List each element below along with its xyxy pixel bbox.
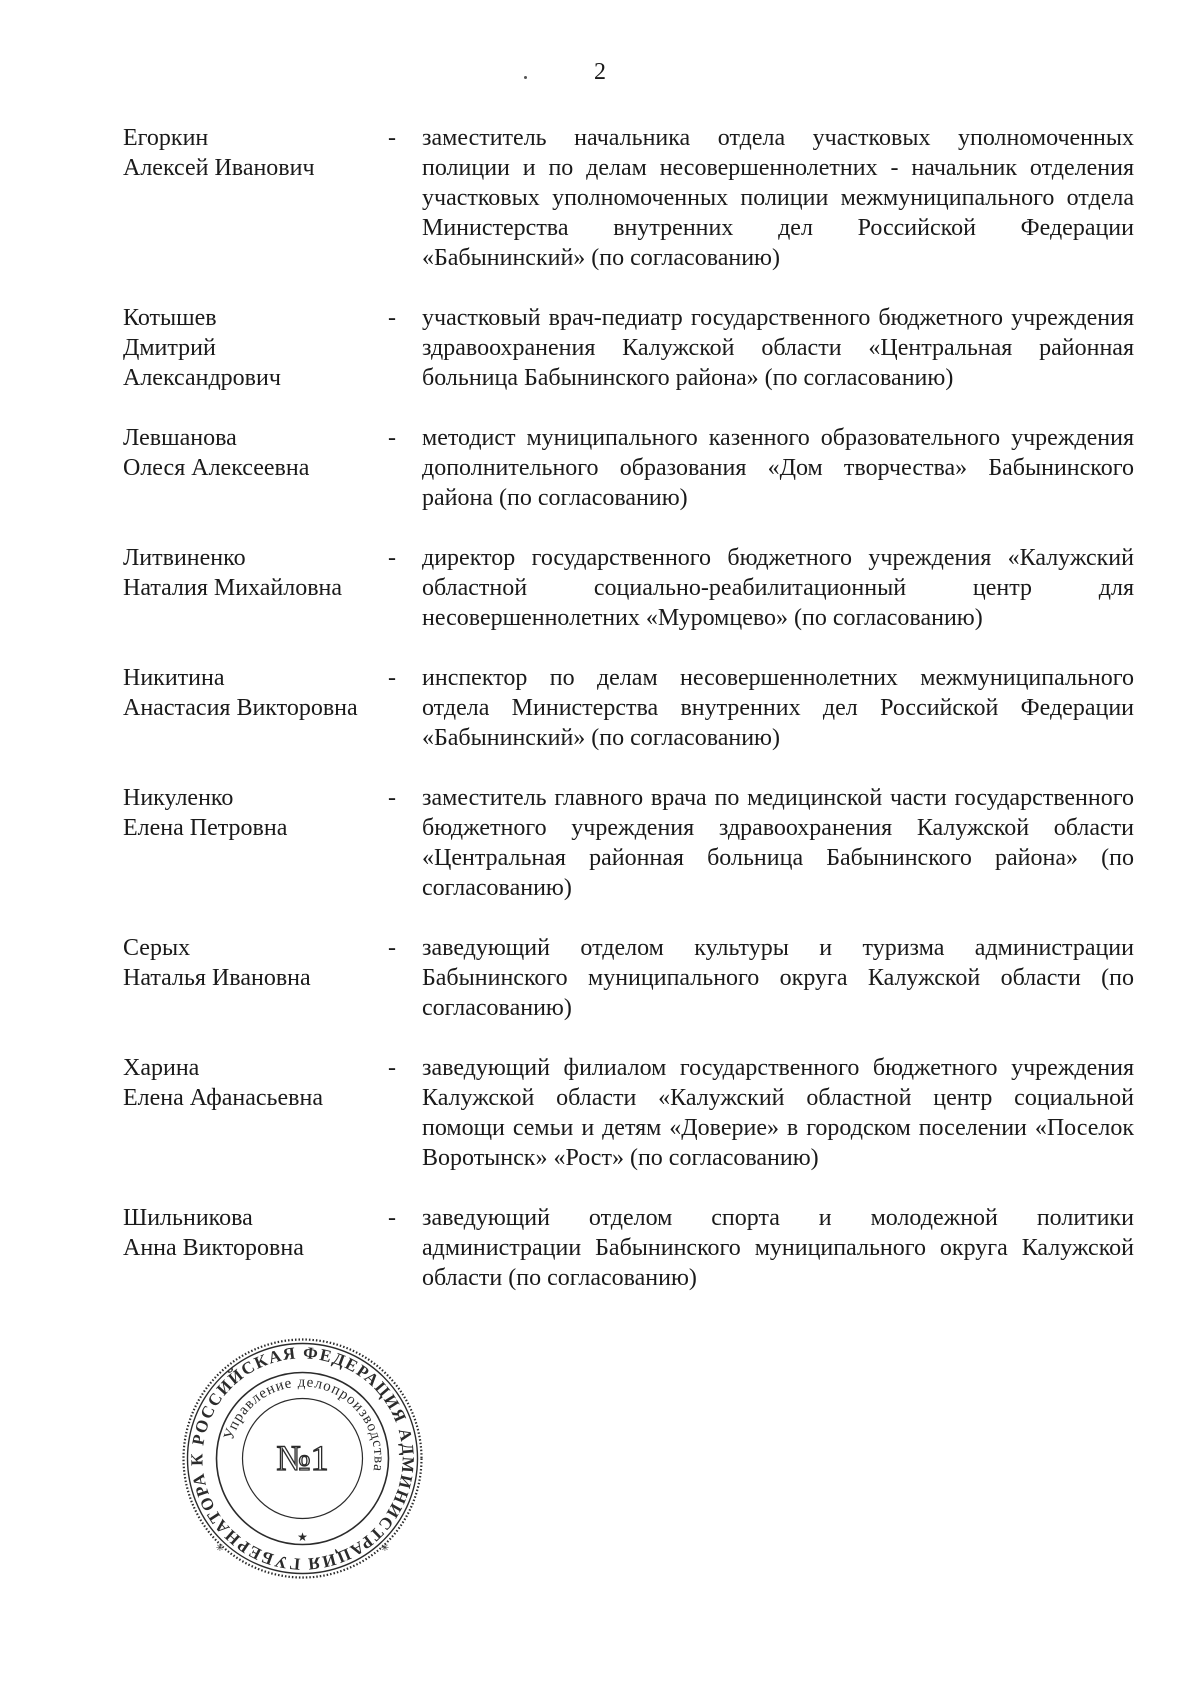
- member-dash: -: [388, 935, 396, 961]
- member-surname: Литвиненко: [123, 545, 246, 571]
- member-surname: Никитина: [123, 665, 225, 691]
- member-given-names: Анна Викторовна: [123, 1235, 304, 1261]
- page-number: 2: [594, 59, 606, 85]
- svg-text:★: ★: [297, 1530, 308, 1544]
- member-patronymic: Александрович: [123, 365, 281, 391]
- member-entry: [0, 1203, 1200, 1293]
- member-entry: [0, 663, 1200, 753]
- member-list: [0, 123, 1200, 1323]
- member-surname: Левшанова: [123, 425, 237, 451]
- member-given-names: Анастасия Викторовна: [123, 695, 358, 721]
- svg-text:№1: №1: [276, 1438, 329, 1478]
- member-position: инспектор по делам несовершеннолетних межмуниципального отдела Министерства внутренних дел Российской Федерации «Бабынинский» (по согласованию): [422, 665, 1134, 751]
- scan-speck: [524, 76, 527, 79]
- member-position: участковый врач-педиатр государственного бюджетного учреждения здравоохранения Калужской области «Центральная районная больница Бабынинского района» (по согласованию): [422, 305, 1134, 391]
- member-position: заведующий отделом спорта и молодежной политики администрации Бабынинского муниципального округа Калужской области (по согласованию): [422, 1205, 1134, 1291]
- member-position: директор государственного бюджетного учреждения «Калужский областной социально-реабилитационный центр для несовершеннолетних «Муромцево» (по согласованию): [422, 545, 1134, 631]
- member-name: [123, 303, 378, 393]
- member-entry: [0, 933, 1200, 1023]
- member-position: заместитель главного врача по медицинской части государственного бюджетного учреждения здравоохранения Калужской области «Центральная районная больница Бабынинского района» (по согласованию): [422, 785, 1134, 901]
- member-name: [123, 543, 378, 603]
- member-name: [123, 1203, 378, 1263]
- member-given-names: Олеся Алексеевна: [123, 455, 310, 481]
- member-given-names: Алексей Иванович: [123, 155, 315, 181]
- svg-text:РОССИЙСКАЯ ФЕДЕРАЦИЯ АДМИНИСТР: РОССИЙСКАЯ ФЕДЕРАЦИЯ АДМИНИСТРАЦИЯ ГУБЕРНАТОРА К: [187, 1343, 418, 1574]
- member-given-name: Дмитрий: [123, 335, 216, 361]
- member-given-names: Наталия Михайловна: [123, 575, 343, 601]
- svg-text:✳: ✳: [380, 1543, 390, 1554]
- member-entry: [0, 783, 1200, 903]
- member-position: заведующий филиалом государственного бюджетного учреждения Калужской области «Калужский областной центр социальной помощи семьи и детям «Доверие» в городском поселении «Поселок Воротынск» «Рост» (по согласованию): [422, 1055, 1134, 1171]
- seal-graphic: [180, 1336, 425, 1581]
- member-position: заместитель начальника отдела участковых уполномоченных полиции и по делам несовершеннолетних - начальник отделения участковых уполномоченных полиции межмуниципального отдела Министерства внутренних дел Российской Федерации «Бабынинский» (по согласованию): [422, 125, 1134, 271]
- member-dash: -: [388, 305, 396, 331]
- member-dash: -: [388, 665, 396, 691]
- member-dash: -: [388, 125, 396, 151]
- svg-text:✳: ✳: [215, 1543, 225, 1554]
- member-dash: -: [388, 1205, 396, 1231]
- member-entry: [0, 1053, 1200, 1173]
- member-dash: -: [388, 425, 396, 451]
- official-seal-stamp: [180, 1336, 425, 1581]
- member-name: [123, 783, 378, 843]
- member-dash: -: [388, 1055, 396, 1081]
- member-entry: [0, 303, 1200, 393]
- member-surname: Серых: [123, 935, 191, 961]
- member-entry: [0, 123, 1200, 273]
- member-surname: Егоркин: [123, 125, 209, 151]
- member-dash: -: [388, 785, 396, 811]
- member-name: [123, 663, 378, 723]
- member-given-names: Елена Петровна: [123, 815, 288, 841]
- member-name: [123, 1053, 378, 1113]
- member-surname: Котышев: [123, 305, 217, 331]
- svg-text:Управление делопроизводства: Управление делопроизводства: [221, 1374, 387, 1474]
- member-name: [123, 933, 378, 993]
- member-name: [123, 423, 378, 483]
- member-entry: [0, 423, 1200, 513]
- member-dash: -: [388, 545, 396, 571]
- member-position: методист муниципального казенного образовательного учреждения дополнительного образования «Дом творчества» Бабынинского района (по согласованию): [422, 425, 1134, 511]
- member-given-names: Наталья Ивановна: [123, 965, 311, 991]
- member-surname: Никуленко: [123, 785, 234, 811]
- member-name: [123, 123, 378, 183]
- member-position: заведующий отделом культуры и туризма администрации Бабынинского муниципального округа Калужской области (по согласованию): [422, 935, 1134, 1021]
- member-surname: Харина: [123, 1055, 200, 1081]
- member-given-names: Елена Афанасьевна: [123, 1085, 323, 1111]
- member-surname: Шильникова: [123, 1205, 253, 1231]
- member-entry: [0, 543, 1200, 633]
